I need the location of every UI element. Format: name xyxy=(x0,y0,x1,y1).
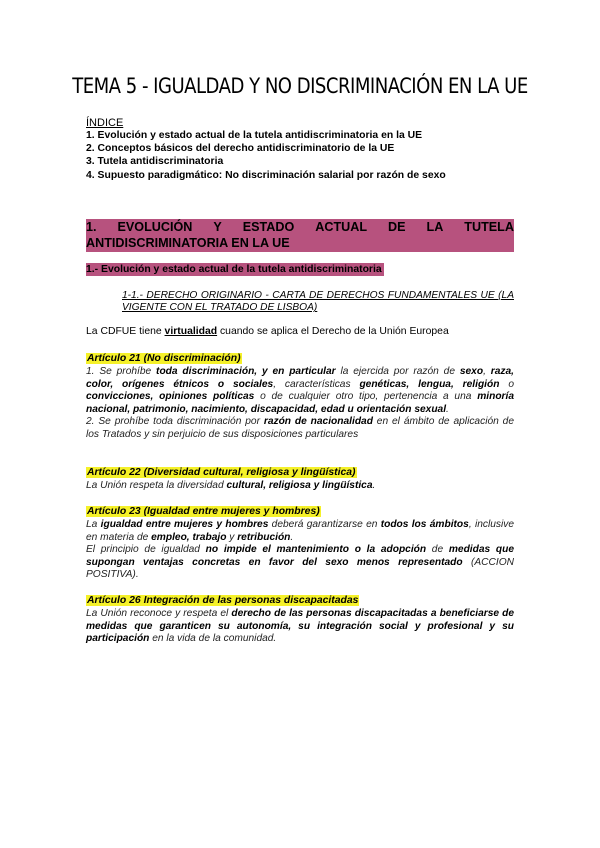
page-title: TEMA 5 - IGUALDAD Y NO DISCRIMINACIÓN EN LA UE xyxy=(72,74,528,98)
emphasis: virtualidad xyxy=(164,326,218,337)
subsubsection-heading: 1-1.- DERECHO ORIGINARIO - CARTA DE DERECHOS FUNDAMENTALES UE (LA VIGENTE CON EL TRATADO DE LISBOA) xyxy=(122,290,514,314)
heading-word: EVOLUCIÓN xyxy=(117,220,193,234)
article-paragraph: 1. Se prohíbe toda discriminación, y en particular la ejercida por razón de sexo, raza, color, orígenes étnicos o sociales, características genéticas, lengua, religión o convicciones, opiniones políticas o de cualquier otro tipo, pertenencia a una minoría nacional, patrimonio, nacimiento, discapacidad, edad u orientación sexual. xyxy=(86,366,514,415)
heading-word: Y xyxy=(213,220,222,234)
article-21-title: Artículo 21 (No discriminación) xyxy=(87,353,241,364)
index-item: 2. Conceptos básicos del derecho antidiscriminatorio de la UE xyxy=(86,143,395,155)
article-21-body xyxy=(86,366,514,442)
heading-line-2: ANTIDISCRIMINATORIA EN LA UE xyxy=(86,235,290,250)
section-heading xyxy=(86,219,514,252)
index-list xyxy=(86,129,446,182)
index-item: 1. Evolución y estado actual de la tutela antidiscriminatoria en la UE xyxy=(86,130,423,141)
article-paragraph: El principio de igualdad no impide el mantenimiento o la adopción de medidas que supongan ventajas concretas en favor del sexo menos representado (ACCION POSITIVA). xyxy=(86,544,515,581)
article-paragraph: La Unión reconoce y respeta el derecho de las personas discapacitadas a beneficiarse de medidas que garanticen su autonomía, su integración social y profesional y su participación en la vida de la comunidad. xyxy=(86,608,515,645)
heading-word: ESTADO xyxy=(242,220,295,234)
heading-word: ACTUAL xyxy=(315,220,368,234)
heading-word: TUTELA xyxy=(464,220,514,234)
article-22-title: Artículo 22 (Diversidad cultural, religiosa y lingüística) xyxy=(87,467,356,478)
article-paragraph: La igualdad entre mujeres y hombres deberá garantizarse en todos los ámbitos, inclusive en materia de empleo, trabajo y retribución. xyxy=(86,519,515,543)
heading-word: DE xyxy=(388,220,406,234)
article-26-body xyxy=(86,608,514,646)
article-22-body xyxy=(86,480,514,493)
article-paragraph: 2. Se prohíbe toda discriminación por razón de nacionalidad en el ámbito de aplicación de los Tratados y sin perjuicio de sus disposiciones particulares xyxy=(86,416,514,440)
heading-word: LA xyxy=(426,220,444,234)
article-23-title: Artículo 23 (Igualdad entre mujeres y hombres) xyxy=(87,506,320,517)
article-paragraph: La Unión respeta la diversidad cultural, religiosa y lingüística. xyxy=(86,480,376,491)
heading-word: 1. xyxy=(86,220,97,234)
intro-paragraph: La CDFUE tiene virtualidad cuando se aplica el Derecho de la Unión Europea xyxy=(86,326,449,337)
index-item: 4. Supuesto paradigmático: No discriminación salarial por razón de sexo xyxy=(86,169,446,181)
article-26-title: Artículo 26 Integración de las personas discapacitadas xyxy=(87,595,359,606)
subsection-heading: 1.- Evolución y estado actual de la tutela antidiscriminatoria xyxy=(86,264,382,275)
index-heading: ÍNDICE xyxy=(86,117,124,129)
article-23-body xyxy=(86,519,514,582)
index-item: 3. Tutela antidiscriminatoria xyxy=(86,156,224,168)
